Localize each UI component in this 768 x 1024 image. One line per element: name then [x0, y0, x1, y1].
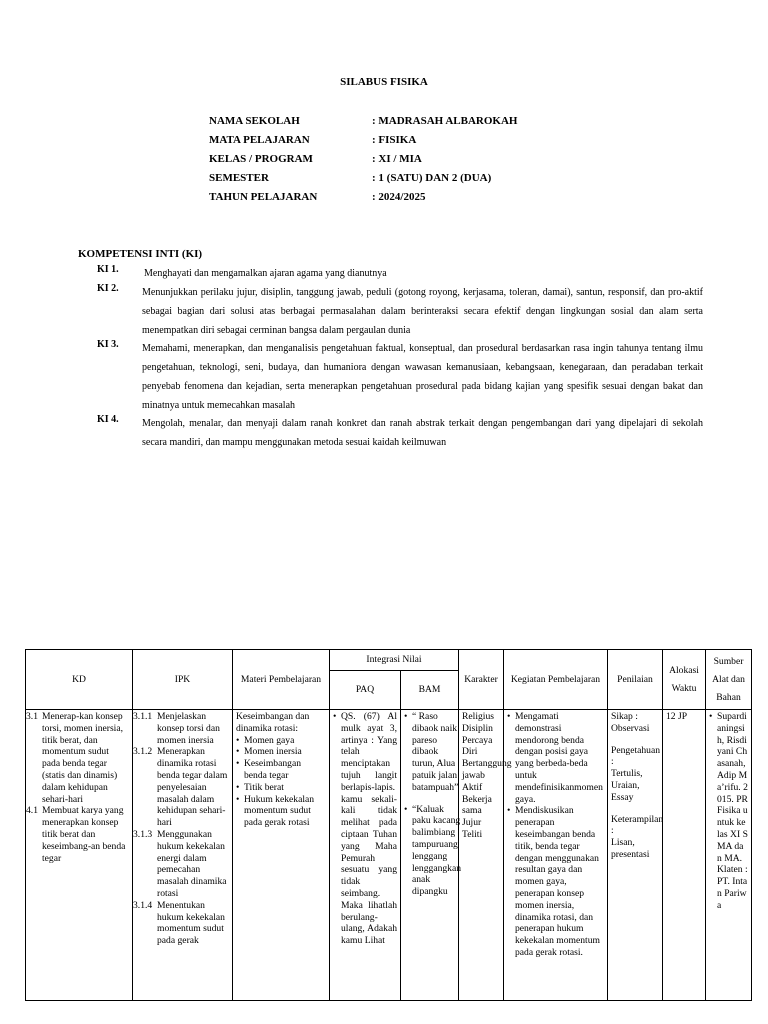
- ki-text: Memahami, menerapkan, dan menganalisis pengetahuan faktual, konseptual, dan prosedural berdasarkan rasa ingin tahunya tentang ilmu pengetahuan, teknologi, seni, budaya, dan humaniora dengan wawasan kemanusiaan, kebangsaan, kenegaraan, dan peradaban terkait penyebab fenomena dan kejadian, serta menerapkan pengetahuan prosedural pada bidang kajian yang spesifik sesuai dengan bakat dan minatnya untuk memecahkan masalah: [142, 343, 703, 411]
- header-integrasi-nilai: Integrasi Nilai: [330, 650, 459, 671]
- ipk-number: 3.1.1: [133, 711, 153, 722]
- penilaian-label: Keterampilan :: [611, 813, 664, 837]
- bam-text: “Kaluak paku kacang balimbiang tampuruang lenggang lenggangkan anak dipangku: [412, 803, 462, 898]
- kd-text: Menerap-kan konsep torsi, momen inersia, titik berat, dan momentum sudut pada benda tegar (statis dan dinamis) dalam kehidupan sehari-hari: [42, 711, 123, 805]
- ki-number: KI 4.: [97, 414, 119, 425]
- materi-item-text: Momen inersia: [244, 746, 302, 758]
- karakter-item: Jujur: [462, 817, 482, 829]
- header-alokasi: Alokasi Waktu: [663, 650, 706, 710]
- sumber-text: Supardianingsih, Risdiyani Chasanah, Adip Ma’rifu. 2015. PR Fisika untuk kelas XI SMA dan MA. Klaten : PT. Intan Pariwa: [717, 711, 748, 911]
- kegiatan-text: Mengamati demonstrasi mendorong benda dengan posisi gaya yang berbeda-beda untuk mendefinisikanmomen gaya.: [515, 711, 603, 805]
- kegiatan-cell: [504, 710, 608, 1001]
- paq-cell: [330, 710, 401, 1001]
- materi-intro: Keseimbangan dan dinamika rotasi:: [236, 711, 310, 734]
- materi-item-text: Titik berat: [244, 781, 284, 793]
- bam-item: • “Kaluak paku kacang balimbiang tampuruang lenggang lenggangkan anak dipangku: [404, 803, 462, 898]
- bam-cell: [401, 710, 462, 1001]
- penilaian-label: Pengetahuan :: [611, 744, 661, 768]
- kd-text: Membuat karya yang menerapkan konsep titik berat dan keseimbang-an benda tegar: [42, 805, 126, 864]
- kegiatan-text: Mendiskusikan penerapan keseimbangan benda titik, benda tegar dengan menggunakan resultan gaya dan momen gaya, penerapan konsep momen inersia, dinamika rotasi, dan penerapan hukum kekekalan momentum pada gerak rotasi.: [515, 805, 600, 958]
- ipk-item: [133, 746, 229, 829]
- karakter-item: Percaya Diri: [462, 734, 493, 758]
- kegiatan-item: • Mendiskusikan penerapan keseimbangan benda titik, benda tegar dengan menggunakan resultan gaya dan momen gaya, penerapan konsep momen inersia, dinamika rotasi, dan penerapan hukum kekekalan momentum pada gerak rotasi.: [507, 805, 604, 958]
- penilaian-label: Sikap :: [611, 711, 638, 722]
- ki-item: [97, 264, 703, 283]
- karakter-item: Teliti: [462, 828, 483, 840]
- ipk-cell: [133, 710, 233, 1001]
- materi-item: • Titik berat: [236, 781, 284, 793]
- identity-label: TAHUN PELAJARAN: [209, 191, 318, 203]
- alokasi-cell: [663, 710, 706, 1001]
- materi-item: • Momen gaya: [236, 734, 295, 746]
- identity-label: SEMESTER: [209, 172, 269, 184]
- sumber-cell: [706, 710, 752, 1001]
- header-penilaian: Penilaian: [608, 650, 663, 710]
- table-row: [26, 710, 752, 1001]
- ki-number: KI 1.: [97, 264, 119, 275]
- karakter-cell: [459, 710, 512, 1001]
- header-materi: Materi Pembelajaran: [233, 650, 330, 710]
- ki-text: Menghayati dan mengamalkan ajaran agama yang dianutnya: [144, 268, 387, 279]
- kd-number: 3.1: [26, 711, 38, 722]
- header-paq: PAQ: [330, 671, 401, 710]
- bam-item: • “ Raso dibaok naik pareso dibaok turun, Alua patuik jalan batampuah”: [404, 711, 459, 793]
- header-kd: KD: [26, 650, 133, 710]
- ki-item: [97, 414, 703, 452]
- ipk-text: Menerapkan dinamika rotasi benda tegar dalam penyelesaian masalah dalam kehidupan sehari-hari: [157, 746, 228, 829]
- header-sumber: Sumber Alat dan Bahan: [706, 650, 752, 710]
- penilaian-value: Lisan, presentasi: [611, 837, 650, 860]
- kd-cell: [26, 710, 133, 1001]
- ipk-number: 3.1.3: [133, 828, 153, 840]
- materi-item: • Momen inersia: [236, 746, 302, 758]
- identity-label: KELAS / PROGRAM: [209, 153, 313, 165]
- ipk-text: Menentukan hukum kekekalan momentum sudut pada gerak: [157, 899, 225, 947]
- header-karakter: Karakter: [459, 650, 504, 710]
- karakter-item: Aktif: [462, 781, 483, 793]
- ki-heading: KOMPETENSI INTI (KI): [78, 248, 203, 260]
- kd-item: [26, 711, 129, 805]
- kd-item: [26, 805, 129, 864]
- ipk-item: [133, 828, 229, 900]
- ki-number: KI 3.: [97, 339, 119, 350]
- identity-label: NAMA SEKOLAH: [209, 115, 300, 127]
- identity-value: : 1 (SATU) DAN 2 (DUA): [372, 172, 492, 184]
- sumber-item: • Supardianingsih, Risdiyani Chasanah, Adip Ma’rifu. 2015. PR Fisika untuk kelas XI SMA dan MA. Klaten : PT. Intan Pariwa: [709, 711, 748, 911]
- ki-item: [97, 283, 703, 340]
- materi-item-text: Keseimbangan benda tegar: [244, 758, 302, 781]
- alokasi-value: 12 JP: [666, 711, 688, 722]
- karakter-item: Bertanggung jawab: [462, 758, 512, 781]
- header-ipk: IPK: [133, 650, 233, 710]
- identity-value: : XI / MIA: [372, 153, 422, 165]
- materi-item: • Hukum kekekalan momentum sudut pada gerak rotasi: [236, 794, 326, 829]
- document-title: SILABUS FISIKA: [340, 76, 428, 88]
- penilaian-value: Tertulis, Uraian, Essay: [611, 768, 643, 803]
- identity-value: : FISIKA: [372, 134, 417, 146]
- materi-item-text: Momen gaya: [244, 734, 295, 746]
- table-header-row: [26, 650, 752, 671]
- materi-item: • Keseimbangan benda tegar: [236, 758, 326, 782]
- header-bam: BAM: [401, 671, 459, 710]
- kd-number: 4.1: [26, 805, 38, 817]
- ki-text: Menunjukkan perilaku jujur, disiplin, tanggung jawab, peduli (gotong royong, kerjasama, toleran, damai), santun, responsif, dan pro-aktif sebagai bagian dari solusi atas berbagai permasalahan dalam berinteraksi secara efektif dengan lingkungan sosial dan alam serta menempatkan diri sebagai cerminan bangsa dalam pergaulan dunia: [142, 287, 703, 336]
- penilaian-value: Observasi: [611, 722, 650, 734]
- identity-label: MATA PELAJARAN: [209, 134, 310, 146]
- penilaian-cell: [608, 710, 663, 1001]
- ki-item: [97, 339, 703, 415]
- paq-text: QS. (67) Al mulk ayat 3, artinya : Yang telah menciptakan tujuh langit berlapis-lapis. kamu sekali-kali tidak melihat pada ciptaan Tuhan yang Maha Pemurah sesuatu yang tidak seimbang. Maka lihatlah berulang-ulang, Adakah kamu Lihat: [341, 711, 397, 947]
- karakter-item: Disiplin: [462, 722, 493, 734]
- ipk-item: [133, 899, 229, 947]
- ipk-text: Menggunakan hukum kekekalan energi dalam pemecahan masalah dinamika rotasi: [157, 828, 227, 899]
- identity-value: : MADRASAH ALBAROKAH: [372, 115, 518, 127]
- ipk-text: Menjelaskan konsep torsi dan momen inersia: [157, 711, 220, 746]
- karakter-item: Bekerja sama: [462, 793, 492, 817]
- ki-text: Mengolah, menalar, dan menyaji dalam ranah konkret dan ranah abstrak terkait dengan pengembangan dari yang dipelajari di sekolah secara mandiri, dan mampu menggunakan metoda sesuai kaidah keilmuwan: [142, 418, 703, 448]
- identity-value: : 2024/2025: [372, 191, 426, 203]
- ipk-item: [133, 711, 229, 746]
- kegiatan-item: • Mengamati demonstrasi mendorong benda dengan posisi gaya yang berbeda-beda untuk mendefinisikanmomen gaya.: [507, 711, 603, 805]
- ipk-number: 3.1.4: [133, 899, 153, 911]
- ipk-number: 3.1.2: [133, 746, 153, 758]
- header-kegiatan: Kegiatan Pembelajaran: [504, 650, 608, 710]
- syllabus-table: [25, 649, 752, 1001]
- paq-item: • QS. (67) Al mulk ayat 3, artinya : Yang telah menciptakan tujuh langit berlapis-lapis. kamu sekali-kali tidak melihat pada ciptaan Tuhan yang Maha Pemurah sesuatu yang tidak seimbang. Maka lihatlah berulang-ulang, Adakah kamu Lihat: [333, 711, 397, 947]
- bam-text: “ Raso dibaok naik pareso dibaok turun, Alua patuik jalan batampuah”: [412, 711, 459, 793]
- materi-cell: [233, 710, 330, 1001]
- ki-number: KI 2.: [97, 283, 119, 294]
- materi-item-text: Hukum kekekalan momentum sudut pada gerak rotasi: [244, 793, 315, 829]
- karakter-item: Religius: [462, 711, 494, 722]
